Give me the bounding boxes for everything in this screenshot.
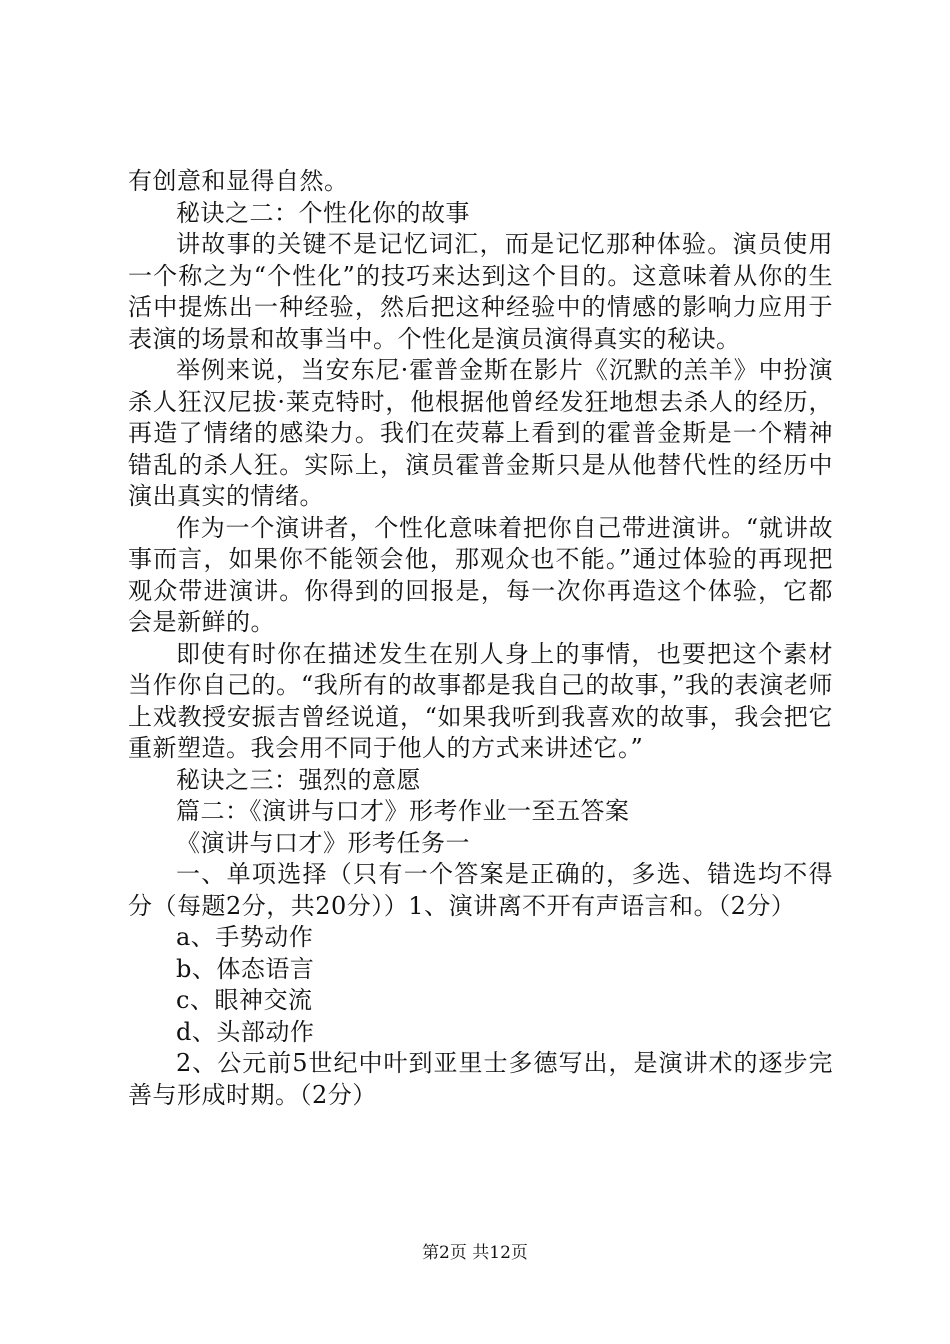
task-heading: 《演讲与口才》形考任务一 [176, 828, 470, 857]
paragraph: 举例来说，当安东尼·霍普金斯在影片《沉默的羔羊》中扮演杀人狂汉尼拔·莱克特时，他根据他曾经发狂地想去杀人的经历，再造了情绪的感染力。我们在荧幕上看到的霍普金斯是一个精神错乱的杀人狂。实际上，演员霍普金斯只是从他替代性的经历中演出真实的情绪。 [128, 356, 833, 510]
paragraph: 讲故事的关键不是记忆词汇，而是记忆那种体验。演员使用一个称之为“个性化”的技巧来达到这个目的。这意味着从你的生活中提炼出一种经验，然后把这种经验中的情感的影响力应用于表演的场景和故事当中。个性化是演员演得真实的秘诀。 [128, 230, 833, 353]
question-2: 2、公元前5世纪中叶到亚里士多德写出，是演讲术的逐步完善与形成时期。（2分） [128, 1049, 833, 1109]
page-footer: 第2页 共12页 [422, 1243, 528, 1263]
option-c: c、眼神交流 [176, 986, 313, 1014]
option-d: d、头部动作 [176, 1017, 315, 1046]
section-heading-secret-2: 秘诀之二：个性化你的故事 [176, 198, 470, 227]
option-a: a、手势动作 [176, 923, 314, 951]
option-b: b、体态语言 [176, 954, 315, 983]
question-1: 一、单项选择（只有一个答案是正确的，多选、错选均不得分（每题2分，共20分））1、演讲离不开有声语言和。（2分） [128, 860, 833, 920]
section-heading-secret-3: 秘诀之三：强烈的意愿 [176, 765, 421, 794]
document-body [128, 166, 833, 1111]
paragraph: 作为一个演讲者，个性化意味着把你自己带进演讲。“就讲故事而言，如果你不能领会他，那观众也不能。”通过体验的再现把观众带进演讲。你得到的回报是，每一次你再造这个体验，它都会是新鲜的。 [128, 513, 833, 636]
paragraph: 即使有时你在描述发生在别人身上的事情，也要把这个素材当作你自己的。“我所有的故事都是我自己的故事，”我的表演老师上戏教授安振吉曾经说道，“如果我听到我喜欢的故事，我会把它重新塑造。我会用不同于他人的方式来讲述它。” [128, 639, 833, 762]
paragraph-continuation: 有创意和显得自然。 [128, 167, 349, 195]
chapter-heading: 篇二：《演讲与口才》形考作业一至五答案 [176, 797, 630, 825]
